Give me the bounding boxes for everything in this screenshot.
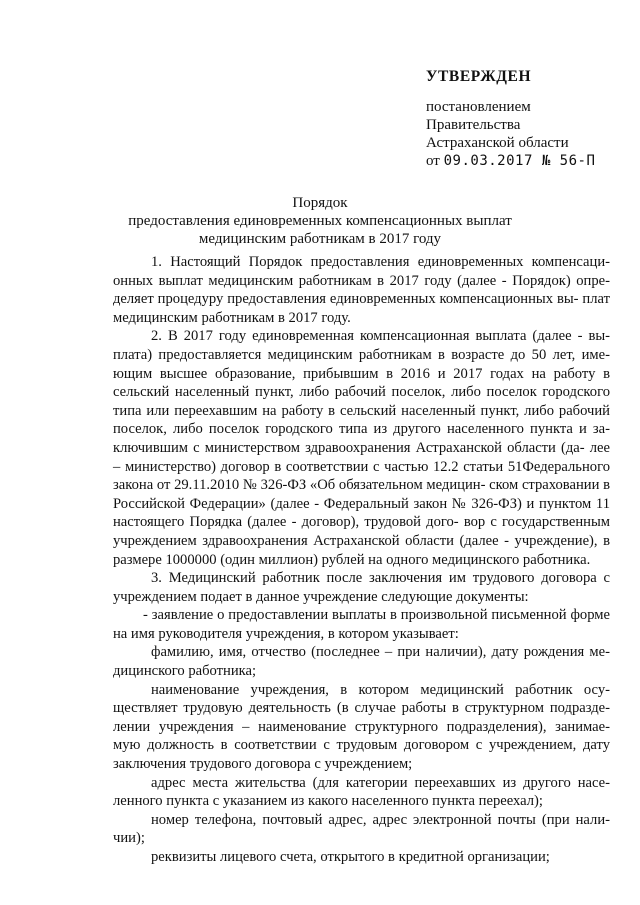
approval-region-line: Астраханской области [426,135,569,151]
paragraph-application-item: - заявление о предоставлении выплаты в произвольной письменной форме на имя руководителя учреждения, в котором указывает: [113,607,610,642]
paragraph-full-name-item: фамилию, имя, отчество (последнее – при наличии), дату рождения ме- дицинского работника; [113,644,610,680]
document-body [113,253,610,867]
approval-title: УТВЕРЖДЕН [426,68,532,85]
paragraph-institution-item: наименование учреждения, в котором медицинский работник осу- ществляет трудовую деятельность (в случае работы в структурном подразде- лении учреждения – наименование структурного подразделения), занимае- мую должность в соответствии с трудовым договором с учреждением, дату заключения трудового договора с учреждением; [113,681,610,773]
paragraph-bank-account-item: реквизиты лицевого счета, открытого в кредитной организации; [151,849,550,865]
approval-date-number: 09.03.2017 № 56-П [443,153,596,169]
approval-date-prefix: от [426,153,440,169]
approval-date-line [426,152,595,170]
approval-decree-line: постановлением [426,99,531,115]
paragraph-2: 2. В 2017 году единовременная компенсационная выплата (далее - вы- плата) предоставляется медицинским работникам в возрасте до 50 лет, име- ющим высшее образование, прибывшим в 2016 и 2017 годах на работу в сельский населенный пункт, либо рабочий поселок, либо поселок городского типа или переехавшим на работу в сельский населенный пункт, либо рабочий поселок, либо поселок городского типа из другого населенного пункта и за- ключившим с министерством здравоохранения Астраханской области (да- лее – министерство) договор в соответствии с частью 12.2 статьи 51Федерального закона от 29.11.2010 № 326-ФЗ «Об обязательном медицин- ском страховании в Российской Федерации» (далее - Федеральный закон № 326-ФЗ) и пунктом 11 настоящего Порядка (далее - договор), трудовой дого- вор с государственным учреждением здравоохранения Астраханской области (далее - учреждение), в размере 1000000 (один миллион) рублей на одного медицинского работника. [113,328,610,568]
document-subtitle-line-1: предоставления единовременных компенсационных выплат [128,213,512,229]
paragraph-address-item: адрес места жительства (для категории переехавших из другого насе- ленного пункта с указанием из какого населенного пункта переехал); [113,774,610,810]
document-title: Порядок [292,195,348,211]
paragraph-3: 3. Медицинский работник после заключения им трудового договора с учреждением подает в данное учреждение следующие документы: [113,570,610,605]
document-subtitle-line-2: медицинским работникам в 2017 году [198,231,442,247]
paragraph-phone-item: номер телефона, почтовый адрес, адрес электронной почты (при нали- чии); [113,811,610,847]
approval-government-line: Правительства [426,117,521,133]
paragraph-1: 1. Настоящий Порядок предоставления единовременных компенсаци- онных выплат медицинским работникам в 2017 году (далее - Порядок) опре- деляет процедуру предоставления единовременных компенсационных вы- плат медицинским работникам в 2017 году. [113,254,610,326]
